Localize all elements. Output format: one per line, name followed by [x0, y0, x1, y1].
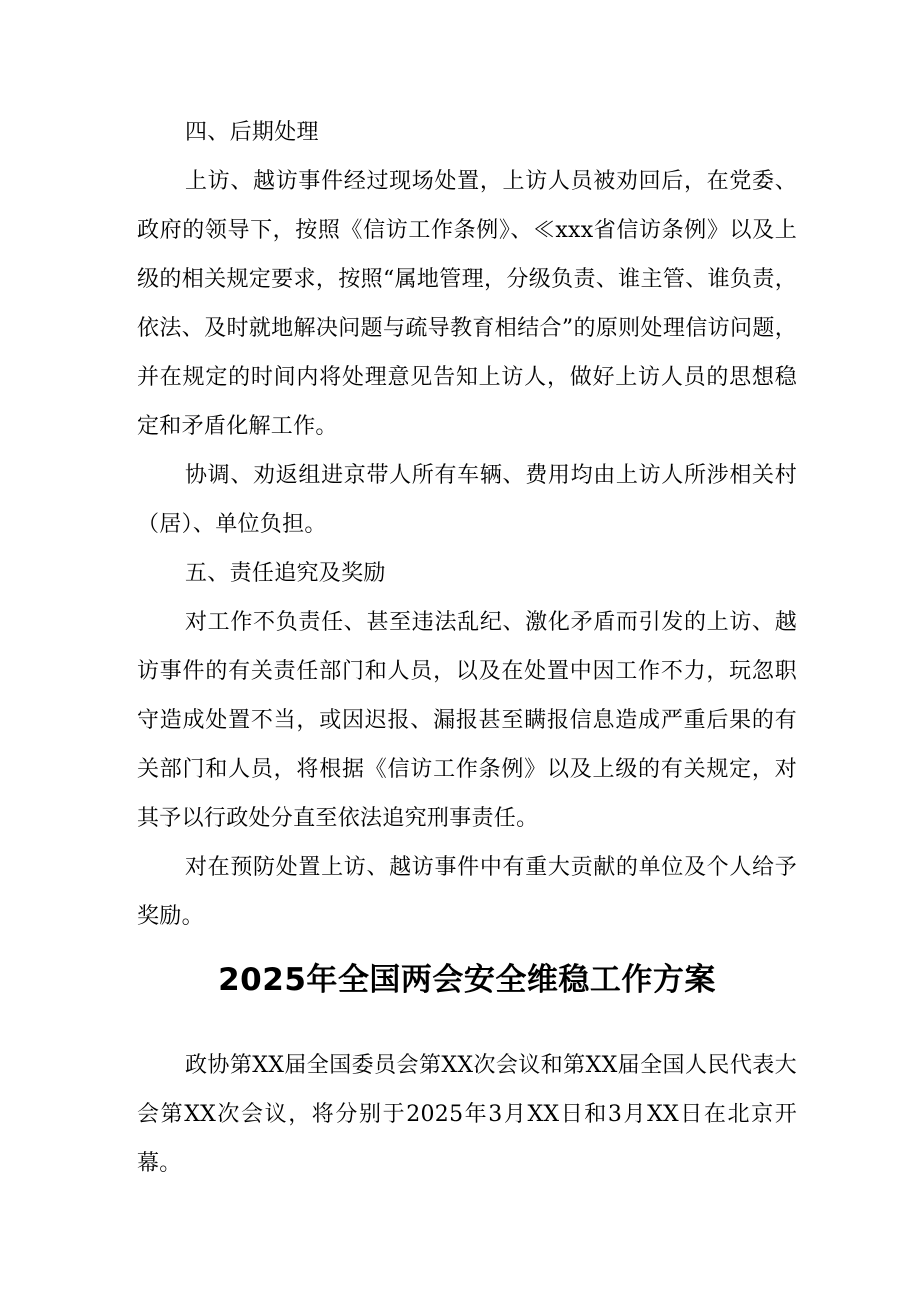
- section-heading-accountability: 五、责任追究及奖励: [185, 561, 386, 586]
- paragraph-accountability-2: 对在预防处置上访、越访事件中有重大贡献的单位及个人给予奖励。: [137, 855, 797, 929]
- document-title: 2025年全国两会安全维稳工作方案: [218, 962, 716, 998]
- paragraph-accountability-1: 对工作不负责任、甚至违法乱纪、激化矛盾而引发的上访、越访事件的有关责任部门和人员，以及在处置中因工作不力，玩忽职守造成处置不当，或因迟报、漏报甚至瞒报信息造成严重后果的有关部门和人员，将根据《信访工作条例》以及上级的有关规定，对其予以行政处分直至依法追究刑事责任。: [137, 610, 797, 831]
- paragraph-post-processing-2: 协调、劝返组进京带人所有车辆、费用均由上访人所涉相关村（居）、单位负担。: [137, 463, 797, 537]
- paragraph-post-processing-1: 上访、越访事件经过现场处置，上访人员被劝回后，在党委、政府的领导下，按照《信访工作条例》、≪xxx省信访条例》以及上级的相关规定要求，按照“属地管理，分级负责、谁主管、谁负责，依法、及时就地解决问题与疏导教育相结合”的原则处理信访问题，并在规定的时间内将处理意见告知上访人，做好上访人员的思想稳定和矛盾化解工作。: [137, 169, 797, 439]
- document-body: [137, 108, 797, 1188]
- paragraph-intro: 政协第XX届全国委员会第XX次会议和第XX届全国人民代表大会第XX次会议，将分别于2025年3月XX日和3月XX日在北京开幕。: [137, 1053, 797, 1176]
- section-heading-post-processing: 四、后期处理: [185, 120, 319, 145]
